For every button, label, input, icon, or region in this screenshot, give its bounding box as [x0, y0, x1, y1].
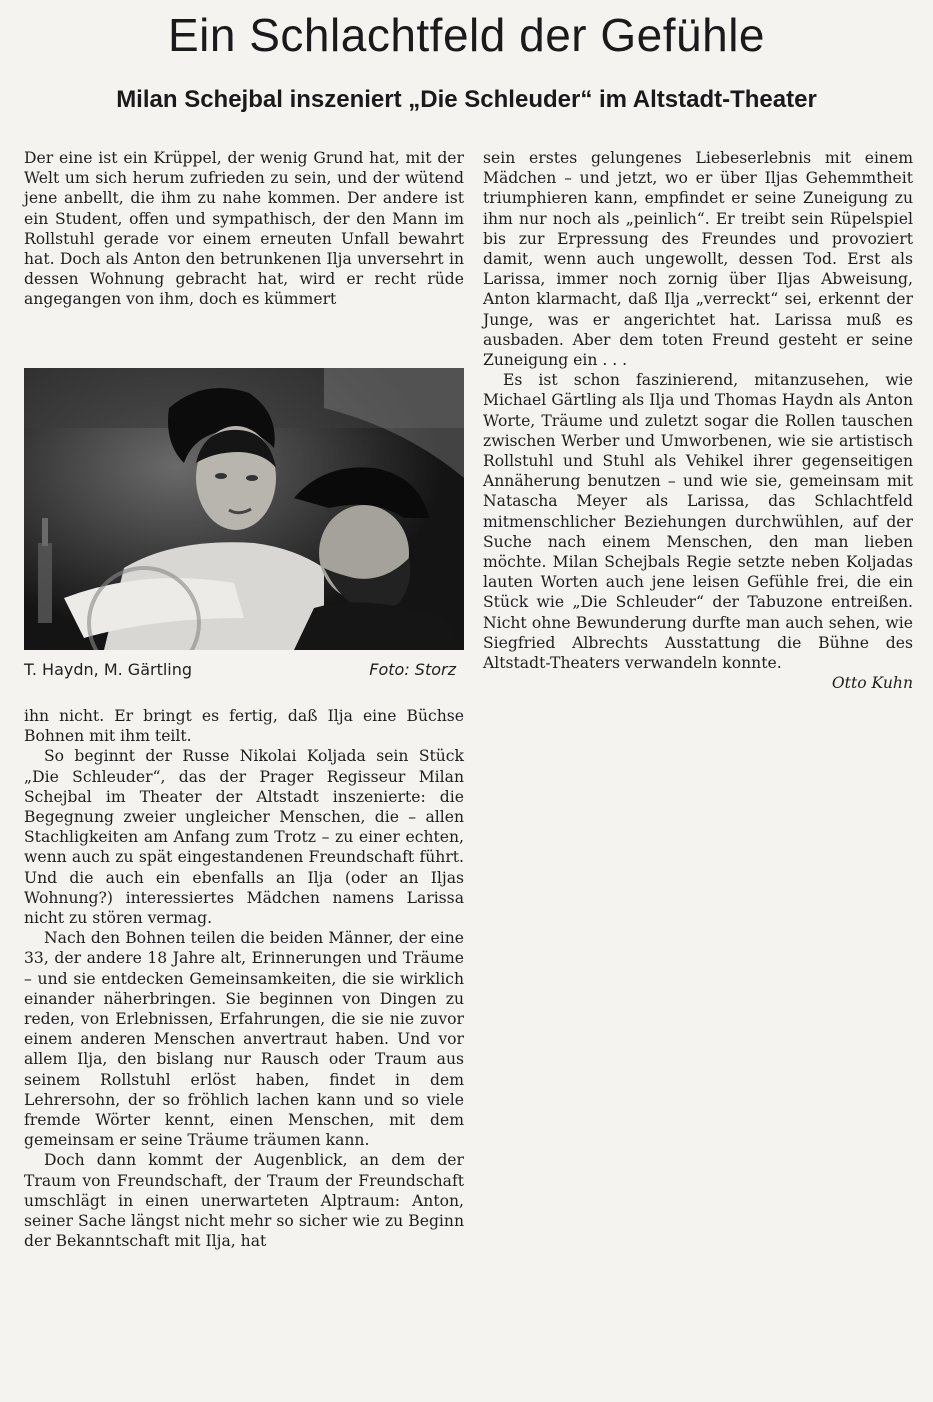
photo-caption [24, 660, 456, 679]
photo-credit: Foto: Storz [369, 660, 456, 679]
article-headline: Ein Schlachtfeld der Gefühle [167, 9, 766, 61]
column-left-top [24, 148, 464, 310]
paragraph: So beginnt der Russe Nikolai Koljada sein Stück „Die Schleuder“, das der Prager Regisseur Milan Schejbal im Theater der Altstadt inszenierte: die Begegnung zweier ungleicher Menschen, die – allen Stachligkeiten am Anfang zum Trotz – zu einer echten, wenn auch zu spät eingestandenen Freundschaft führt. Und die auch ein ebenfalls an Ilja (oder an Iljas Wohnung?) interessiertes Mädchen namens Larissa nicht zu stören vermag. [24, 747, 464, 928]
paragraph: ihn nicht. Er bringt es fertig, daß Ilja eine Büchse Bohnen mit ihm teilt. [24, 707, 464, 746]
column-right [483, 148, 913, 693]
article-photo [24, 368, 464, 650]
article-subheadline: Milan Schejbal inszeniert „Die Schleuder“ im Altstadt-Theater [116, 86, 817, 113]
paragraph: Der eine ist ein Krüppel, der wenig Grund hat, mit der Welt um sich herum zufrieden zu sein, und der wütend jene anbellt, die ihm zu nahe kommen. Der andere ist ein Student, offen und sympathisch, der den Mann im Rollstuhl gerade vor einem erneuten Unfall bewahrt hat. Doch als Anton den betrunkenen Ilja unversehrt in dessen Wohnung gebracht hat, wird er recht rüde angegangen von ihm, doch es kümmert [24, 149, 464, 309]
column-left-bottom [24, 706, 464, 1251]
paragraph: Es ist schon faszinierend, mitanzusehen, wie Michael Gärtling als Ilja und Thomas Haydn als Anton Worte, Träume und zuletzt sogar die Rollen tauschen zwischen Werber und Umworbenen, wie sie artistisch Rollstuhl und Stuhl als Vehikel ihrer gegenseitigen Annäherung benutzen – und wie sie, gemeinsam mit Natascha Meyer als Larissa, das Schlachtfeld mitmenschlicher Beziehungen durchwühlen, auf der Suche nach einem Menschen, den man lieben möchte. Milan Schejbals Regie setzte neben Koljadas lauten Worten auch jene leisen Gefühle frei, die ein Stück wie „Die Schleuder“ der Tabuzone entreißen. Nicht ohne Bewunderung durfte man auch sehen, wie Siegfried Albrechts Ausstattung die Bühne des Altstadt-Theaters verwandeln konnte. [483, 371, 913, 673]
photo-illustration [24, 368, 464, 650]
paragraph: sein erstes gelungenes Liebeserlebnis mit einem Mädchen – und jetzt, wo er über Iljas Gehemmtheit triumphieren kann, empfindet er seine Zuneigung zu ihm nur noch als „peinlich“. Er treibt sein Rüpelspiel bis zur Erpressung des Freundes und provoziert damit, wenn auch ungewollt, dessen Tod. Erst als Larissa, immer noch zornig über Iljas Abweisung, Anton klarmacht, daß Ilja „verreckt“ sei, erkennt der Junge, was er angerichtet hat. Larissa muß es ausbaden. Aber dem toten Freund gesteht er seine Zuneigung ein . . . [483, 149, 913, 370]
caption-text: T. Haydn, M. Gärtling [24, 660, 193, 679]
paragraph: Doch dann kommt der Augenblick, an dem der Traum von Freundschaft, der Traum der Freundschaft umschlägt in einen unerwarteten Alptraum: Anton, seiner Sache längst nicht mehr so sicher wie zu Beginn der Bekanntschaft mit Ilja, hat [24, 1151, 464, 1251]
article-author: Otto Kuhn [831, 674, 913, 693]
paragraph: Nach den Bohnen teilen die beiden Männer, der eine 33, der andere 18 Jahre alt, Erinnerungen und Träume – und sie entdecken Gemeinsamkeiten, die sie wirklich einander näherbringen. Sie beginnen von Dingen zu reden, von Erlebnissen, Erfahrungen, die sie nie zuvor einem anderen Menschen anvertraut haben. Und vor allem Ilja, den bislang nur Rausch oder Traum aus seinem Rollstuhl erlöst haben, findet in dem Lehrersohn, der so fröhlich lachen kann und so viele fremde Wörter kennt, einen Menschen, mit dem gemeinsam er seine Träume träumen kann. [24, 929, 464, 1150]
